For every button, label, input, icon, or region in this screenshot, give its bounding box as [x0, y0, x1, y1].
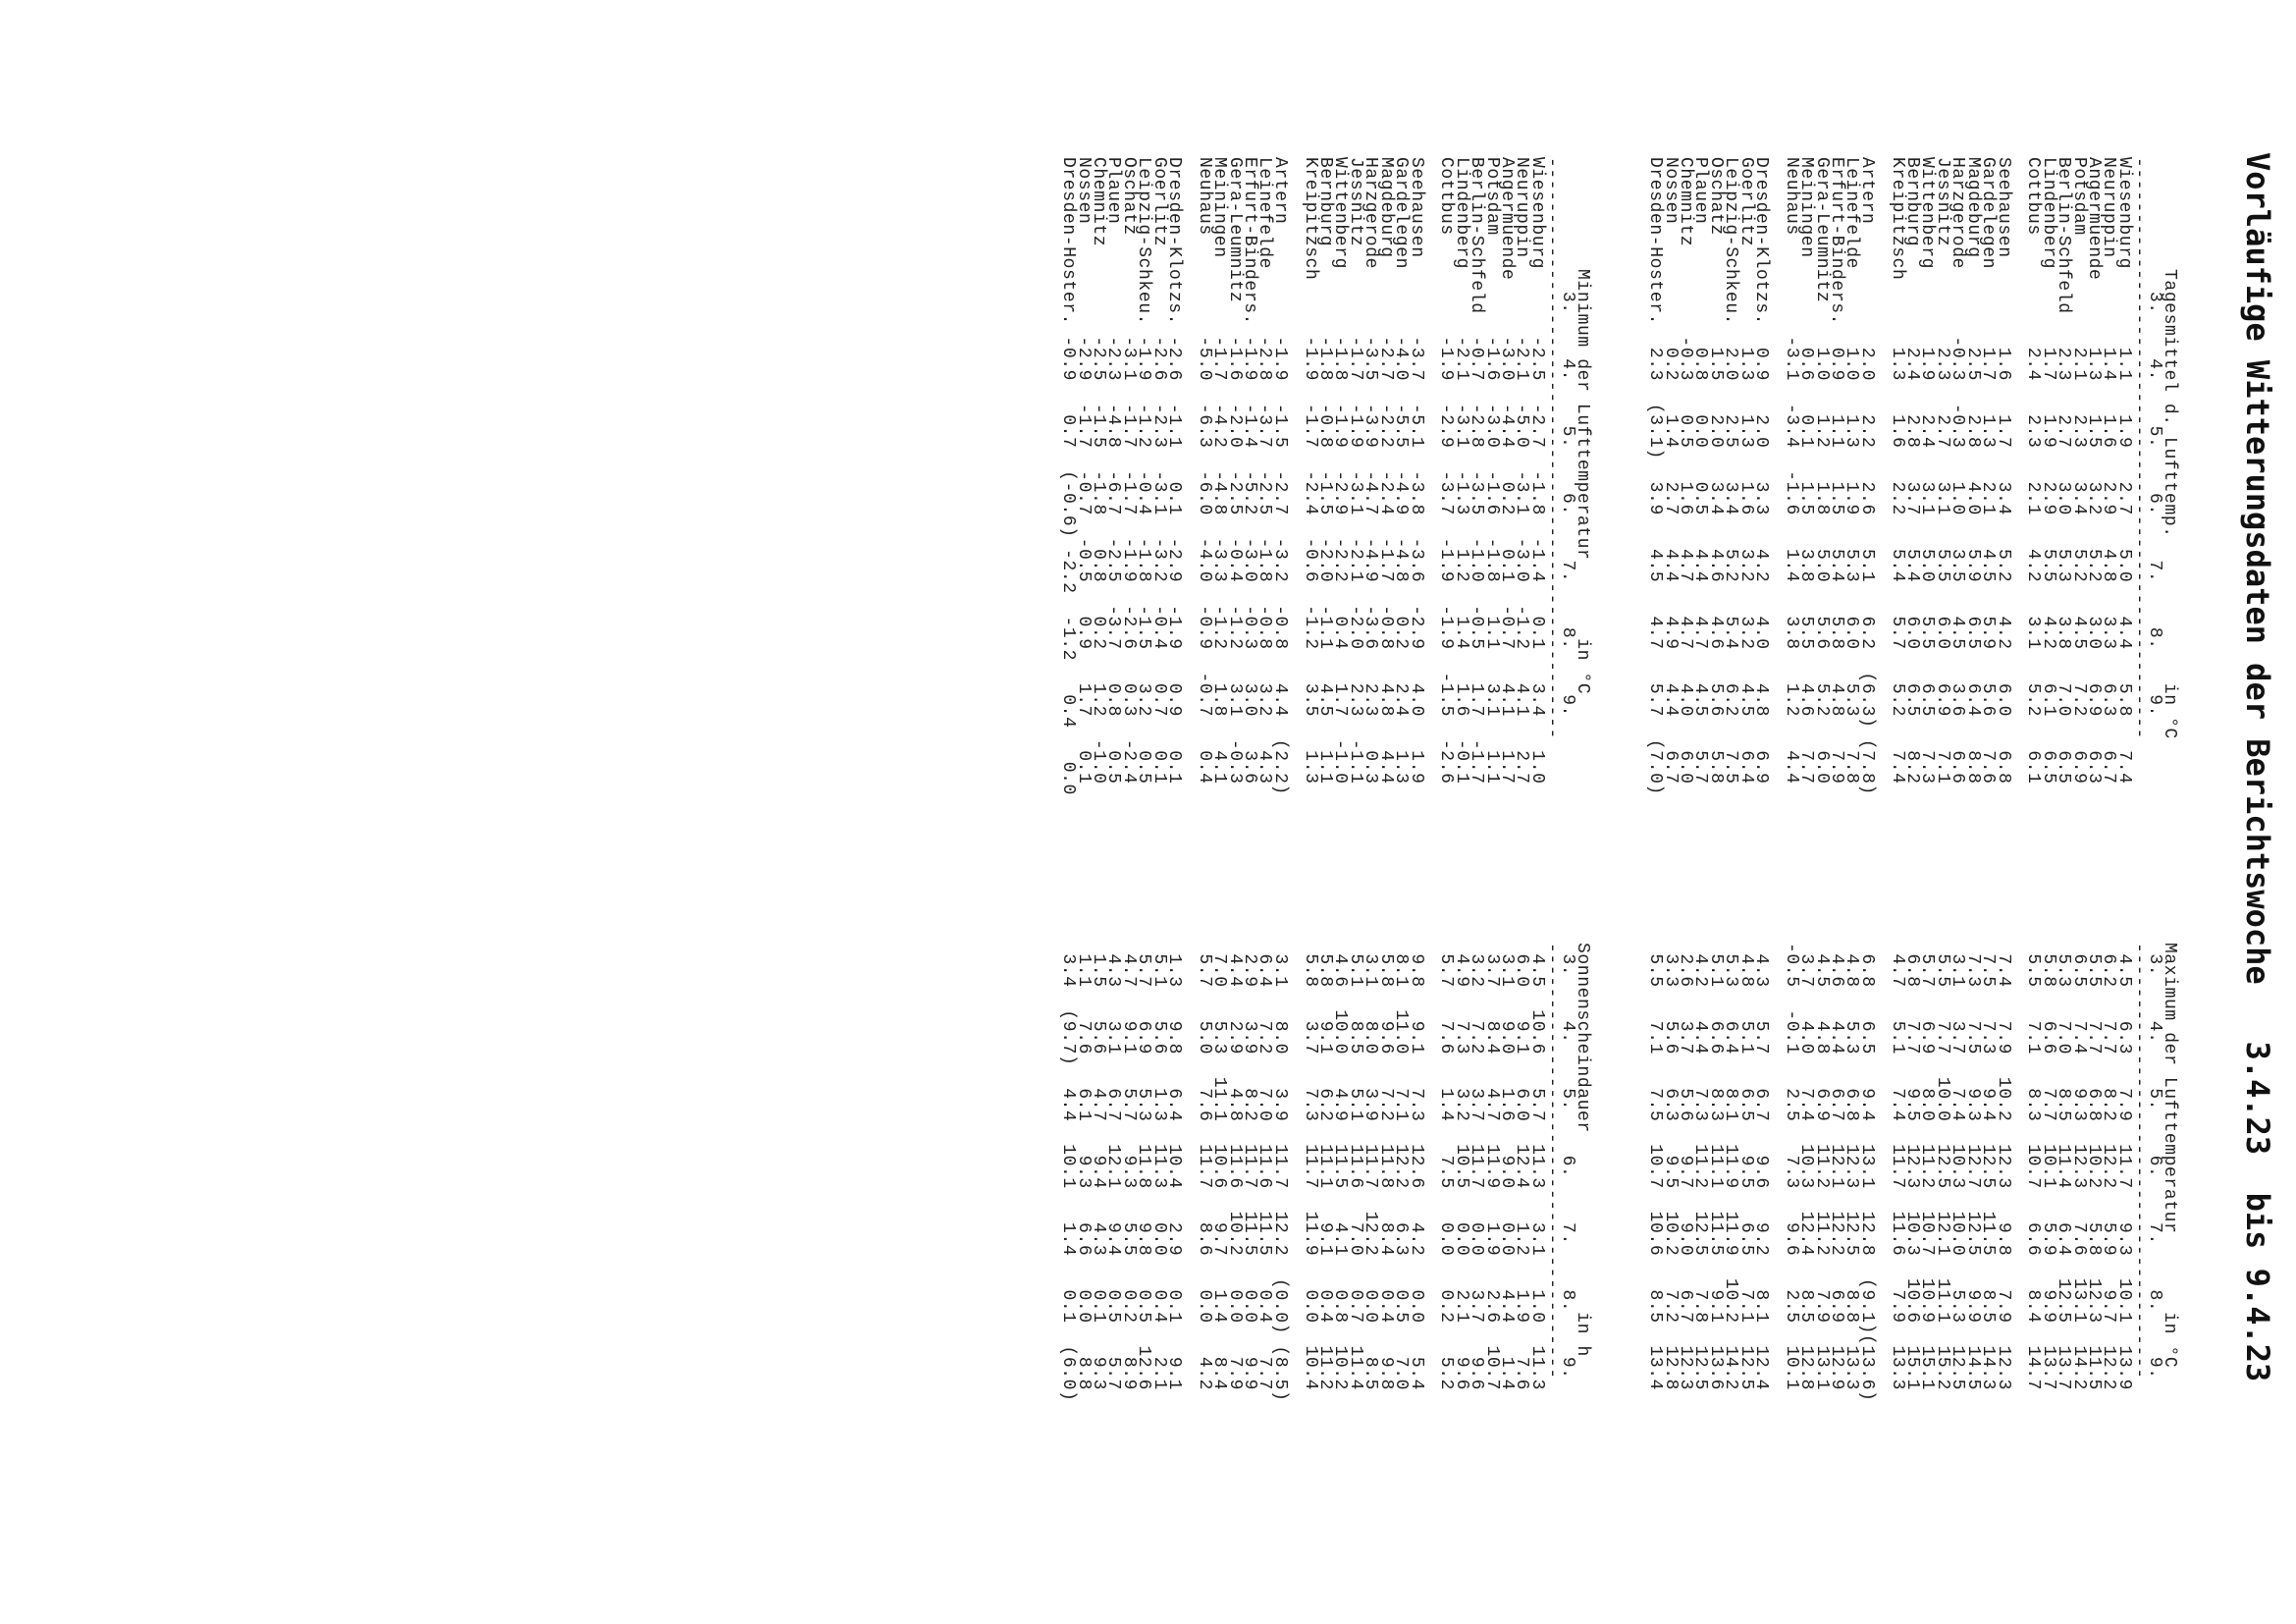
tagesmittel-header: Tagesmittel d. Lufttemp. in °C 3. 4. 5. 6. 7. 8. 9. ----------------------------------------------------: [2129, 157, 2179, 739]
maximum-header: Maximum der Lufttemperatur in °C 3. 4. 5. 6. 7. 8. 9. ---------------------------------------: [2129, 943, 2179, 1380]
maximum-table: [1645, 943, 2179, 1402]
sonnenschein-body: 4.5 10.6 5.7 11.3 3.1 1.0 11.3 6.0 9.1 6.0 12.4 1.2 1.9 7.6 3.1 9.0 1.6 9.0 0.0 4.4 1.4 3.7 8.4 4.7 11.9 1.9 2.6 10.7 3.2 7.2 3.7 11.7 0.0 3.7 9.6 4.9 7.3 3.2 10.5 0.0 2.1 9.6 5.7 7.6 1.4 7.5 0.0 0.2 5.2 9.8 9.1 7.3 12.6 4.2 0.0 5.4 8.1 11.0 7.1 12.2 6.3 0.5 7.0 5.8 9.6 7.2 11.8 8.4 0.4 9.8 3.1 8.0 3.9 11.7 12.2 0.0 8.5 5.1 8.5 5.1 11.6 7.0 0.7 11.4 4.6 10.0 4.9 11.5 4.1 0.8 10.2 5.8 9.1 6.2 11.1 9.1 0.4 11.2 5.8 3.7 7.3 11.7 11.9 0.0 10.4 3.1 8.0 3.9 11.7 12.2 (0.0) (8.5) 6.4 7.2 7.0 11.6 11.5 0.4 7.7 2.9 3.9 8.2 11.7 11.5 0.0 9.9 4.4 2.9 4.8 11.6 10.2 0.0 7.9 7.0 5.3 11.1 10.6 9.7 1.4 8.4 5.7 5.0 7.6 11.7 8.6 0.0 4.2 1.3 9.8 6.4 10.4 2.9 0.1 9.1 5.1 5.6 1.3 11.3 0.0 0.4 2.1 5.7 6.9 5.3 11.8 9.8 0.5 12.6 4.7 9.1 5.7 9.3 5.5 0.2 8.9 4.3 3.1 6.7 12.1 9.4 0.5 5.7 1.5 5.6 4.7 9.4 4.3 0.1 9.3 1.1 7.6 6.1 9.3 6.6 0.0 8.8 3.4 (9.7) 4.4 10.1 1.4 0.1 (6.0): [1058, 953, 1547, 1402]
tagesmittel-body: Wiesenburg 1.1 1.9 2.7 5.0 4.4 5.8 7.4 Neuruppin 1.4 1.6 2.9 4.8 3.3 6.3 6.7 Angermuende 1.3 1.5 3.2 5.2 3.0 6.9 6.3 Potsdam 2.1 2.3 3.4 5.2 4.5 7.2 6.9 Berlin-Schfeld 2.3 2.7 3.0 5.3 3.8 7.0 6.5 Lindenberg 1.7 1.9 2.9 5.5 4.2 6.1 6.5 Cottbus 2.4 2.3 2.1 4.2 3.1 5.2 6.1 Seehausen 1.6 1.7 3.4 5.2 4.2 6.0 6.8 Gardelegen 1.7 1.3 2.1 4.5 5.9 5.6 7.6 Magdeburg 2.5 2.8 4.0 5.9 6.5 6.4 8.8 Harzgerode -0.3 -0.3 1.0 3.5 4.5 3.6 6.6 Jessnitz 2.3 2.7 3.1 5.5 6.0 6.9 7.1 Wittenberg 1.9 2.4 3.1 5.0 5.5 6.5 7.3 Bernburg 2.4 2.8 3.7 5.4 6.0 6.5 8.2 Kreipitzsch 1.3 1.6 2.2 5.4 5.7 5.2 7.4 Artern 2.0 2.2 2.6 5.1 6.2 (6.3) (7.8) Leinefelde 1.0 1.3 1.9 5.3 6.0 5.3 7.8 Erfurt-Binders. 0.9 1.1 1.5 5.4 5.8 4.8 7.9 Gera-Leumnitz 1.0 1.2 1.8 5.0 5.6 5.2 6.0 Meiningen 0.6 0.1 1.5 3.8 5.5 4.6 7.7 Neuhaus -3.1 -3.4 -1.6 1.4 3.8 1.2 4.4 Dresden-Klotzs. 0.9 2.0 3.3 4.2 4.0 4.8 6.9 Goerlitz 1.3 1.3 1.6 3.2 3.2 4.5 6.4 Leipzig-Schkeu. 2.0 2.5 3.4 5.2 5.4 6.2 7.5 Oschatz 1.5 2.0 3.4 4.6 4.6 5.6 5.8 Plauen 0.8 0.0 0.5 4.4 4.7 4.5 5.7 Chemnitz -0.3 0.5 1.6 4.7 4.7 4.0 6.0 Nossen 0.2 1.4 2.7 4.4 4.9 4.4 6.7 Dresden-Hoster. 2.3 (3.1) 3.9 4.5 4.7 5.7 (7.0): [1645, 157, 2134, 795]
minimum-body: Wiesenburg -2.5 -2.7 -1.8 -1.4 0.1 3.4 1.0 Neuruppin -2.1 -5.0 -3.1 -3.0 -1.2 4.1 2.7 Angermuende -3.0 -4.4 0.2 0.1 -0.7 4.1 1.7 Potsdam -1.6 -3.0 -1.6 -1.8 1.1 3.1 1.1 Berlin-Schfeld -0.7 -2.8 -3.5 -1.0 -0.5 1.7 -1.7 Lindenberg -2.1 -3.1 -1.3 1.2 1.4 1.6 -0.1 Cottbus -1.9 -2.9 -3.7 -1.9 -1.9 -1.5 -2.6 Seehausen -3.7 -5.1 -3.8 -3.6 -2.9 4.0 1.9 Gardelegen -4.0 -5.5 -4.9 -4.8 0.2 2.4 1.3 Magdeburg -2.7 -2.2 -2.4 -1.7 -0.8 4.8 4.4 Harzgerode -3.5 -3.9 -4.7 -4.9 -3.6 2.3 0.3 Jessnitz -1.7 -1.9 -3.1 -2.1 -2.0 2.3 -1.1 Wittenberg -1.8 -1.9 -2.9 -2.2 0.4 1.7 -1.0 Bernburg -1.8 -0.8 -1.5 -2.0 -1.1 4.5 1.1 Kreipitzsch -1.9 -1.7 -2.4 -0.6 -1.2 3.5 1.3 Artern -1.9 -1.5 -2.7 -3.2 -0.8 4.4 (2.2) Leinefelde -2.8 -3.7 -2.5 -1.8 -0.8 3.2 4.3 Erfurt-Binders. -1.9 -1.4 -5.2 -3.0 -0.3 3.0 3.6 Gera-Leumnitz -1.6 -2.0 -2.5 -0.4 -1.2 3.1 -0.3 Meiningen -1.7 -4.2 -4.8 -3.3 -1.2 1.8 4.1 Neuhaus -5.0 -6.3 -6.0 -4.0 -0.9 -0.7 0.4 Dresden-Klotzs. -2.6 -1.1 0.1 -2.9 -1.9 0.9 0.1 Goerlitz -2.6 -2.3 -3.1 -3.2 -0.4 0.7 0.1 Leipzig-Schkeu. -1.9 -1.2 -0.4 -1.8 -1.5 3.2 0.5 Oschatz -3.1 -1.7 -1.7 -1.9 -2.6 0.3 -2.4 Plauen -2.3 -4.8 -6.7 -2.5 -3.7 0.8 0.5 Chemnitz -2.5 -1.5 -1.8 0.8 0.2 1.2 -1.0 Nossen -2.9 -1.7 -0.7 -0.5 0.9 1.7 0.1 Dresden-Hoster. -0.9 0.7 (-0.6) -2.2 -1.2 0.4 0.0: [1058, 157, 1547, 795]
minimum-table: [1058, 157, 1592, 795]
sonnenschein-header: Sonnenscheindauer in h 3. 4. 5. 6. 7. 8. 9. ---------------------------------------: [1542, 943, 1592, 1380]
sonnenschein-table: [1058, 943, 1592, 1402]
tagesmittel-table: [1645, 157, 2179, 795]
maximum-body: 4.5 6.3 7.9 11.7 9.3 10.1 13.9 6.2 7.7 8.2 12.2 5.9 9.7 12.2 5.5 7.7 6.8 10.2 5.8 12.3 11.5 6.5 7.4 9.3 12.3 7.6 13.1 14.2 5.3 7.0 8.5 11.4 6.4 12.5 13.7 5.8 6.6 7.7 10.1 5.9 9.9 13.7 5.5 7.1 8.3 10.7 6.6 8.4 14.7 7.4 7.9 10.2 12.3 9.8 7.9 12.3 7.5 7.3 9.4 12.5 11.5 8.5 14.3 7.3 7.5 9.3 12.7 12.5 9.9 14.5 3.1 3.7 7.4 10.3 10.0 5.3 12.5 5.5 7.7 10.0 12.5 12.1 11.1 15.2 5.7 6.9 8.0 11.2 10.7 10.9 15.1 6.8 7.7 9.5 12.3 10.3 10.6 15.1 4.7 5.1 7.4 11.7 11.6 7.9 13.3 6.8 6.5 9.4 13.1 12.8 (9.1)(13.6) 4.8 5.3 6.8 12.3 12.5 8.8 13.3 4.6 4.4 6.7 12.1 12.2 6.9 12.9 4.5 4.8 6.9 11.2 11.2 7.9 13.1 3.7 4.0 7.4 10.3 12.4 8.5 12.8 -0.5 -0.1 2.5 7.3 9.6 2.5 10.1 4.3 5.7 6.7 9.6 9.2 8.1 12.4 4.8 5.1 6.5 9.5 6.5 7.1 12.5 5.3 6.4 8.1 11.9 11.9 10.2 14.2 5.1 6.6 8.3 11.1 11.5 9.1 13.6 4.2 4.4 7.3 11.2 12.5 7.8 12.5 2.6 3.7 5.6 9.7 9.0 6.7 12.3 3.3 5.6 6.3 9.5 10.2 7.2 12.8 5.5 7.1 7.5 10.7 10.6 8.5 13.4: [1645, 943, 2134, 1402]
page-title: Vorläufige Witterungsdaten der Berichtswoche 3.4.23 bis 9.4.23: [2239, 152, 2276, 1382]
minimum-header: Minimum der Lufttemperatur in °C 3. 4. 5. 6. 7. 8. 9. ----------------------------------------------------: [1542, 157, 1592, 739]
